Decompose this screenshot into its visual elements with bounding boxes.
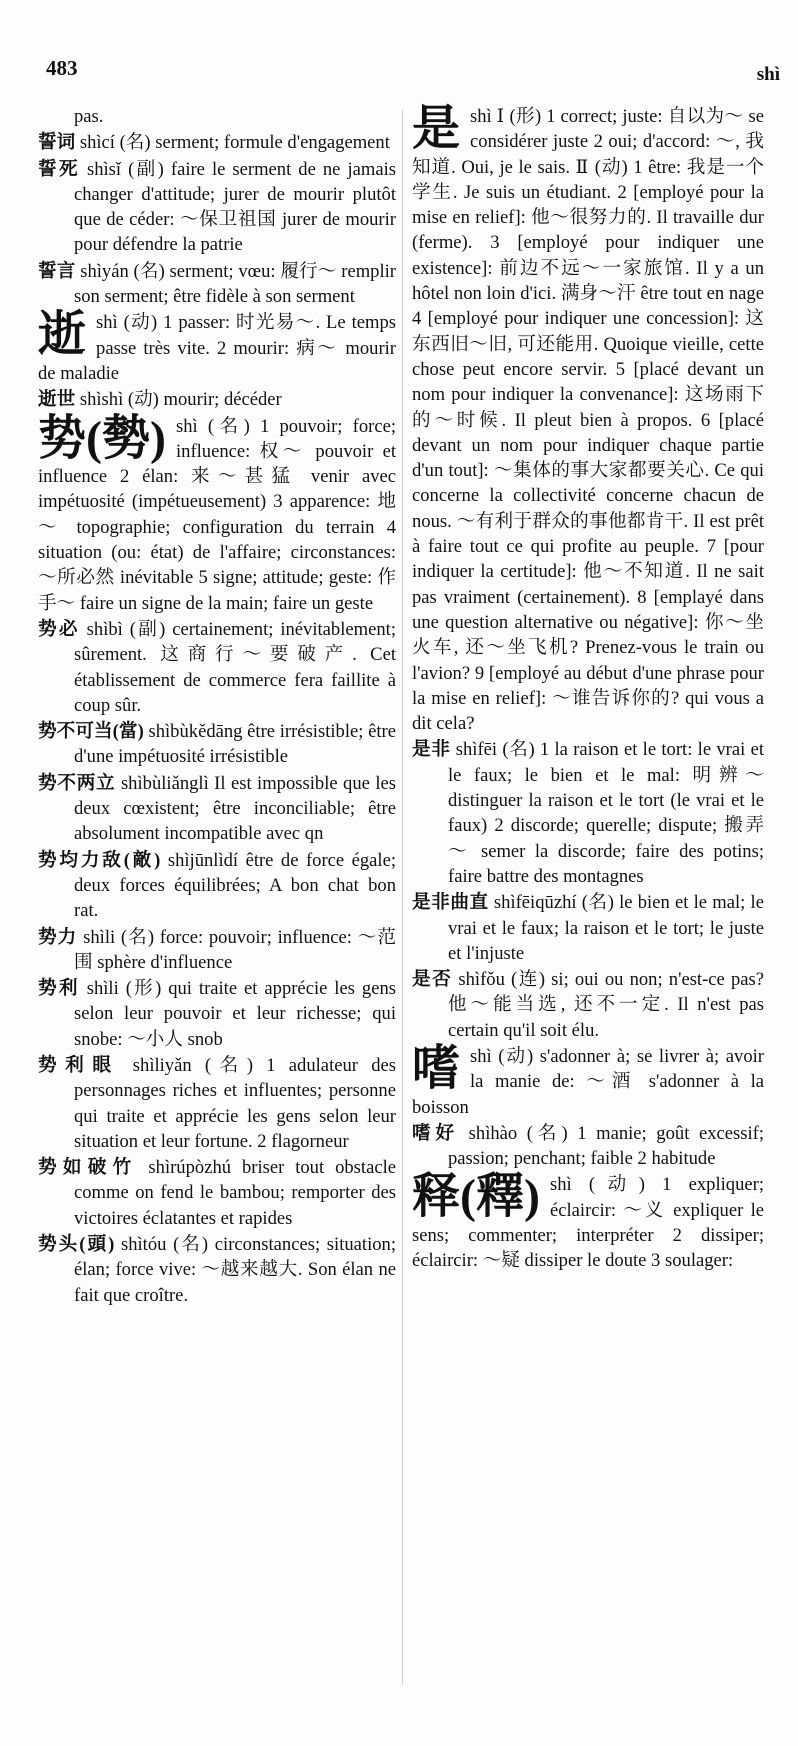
dictionary-entry: [38, 976, 396, 1052]
entry-definition: shì Ⅰ (形) 1 correct; juste: 自以为～ se considérer juste 2 oui; d'accord: ～, 我知道. Oui, je le sais. Ⅱ (动) 1 être: 我是一个学生. Je suis un étudiant. 2 [employé pour la mise en relief]: 他～很努力的. Il travaille dur (ferme). 3 [employé pour indiquer une existence]: 前边不远～一家旅馆. Il y a un hôtel non loin d'ici. 满身～汗 être tout en nage 4 [employé pour indiquer une concession]: 这东西旧～旧, 可还能用. Quoique vieille, cette chose peut encore servir. 5 [placé devant un nom pour indiquer la convenance]: 这场雨下的～时候. Il pleut bien à propos. 6 [placé devant un nom pour indiquer chaque partie d'un tout]: ～集体的事大家都要关心. Ce qui concerne la collectivité concerne chacun de nous. ～有利于群众的事他都肯干. Il est prêt à faire tout ce qui profite au peuple. 7 [pour indiquer la certitude]: 他～不知道. Il ne sait pas vraiment (certainement). 8 [emplayé dans une question alternative ou négative]: 你～坐火车, 还～坐飞机? Prenez-vous le train ou l'avion? 9 [employé au début d'une phrase pour la mise en relief]: ～谁告诉你的? qui vous a dit cela?: [412, 106, 764, 735]
entry-definition: shìshì (动) mourir; décéder: [75, 389, 282, 411]
entry-headword: 势不两立: [38, 772, 116, 794]
dictionary-entry: [38, 1232, 396, 1308]
dictionary-entry: [38, 848, 396, 924]
dictionary-entry: [38, 104, 396, 129]
entry-definition: shì (动) s'adonner à; se livrer à; avoir la manie de: ～酒 s'adonner à la boisson: [412, 1045, 764, 1118]
entry-definition: shìfǒu (连) si; oui ou non; n'est-ce pas? 他～能当选, 还不一定. Il n'est pas certain qu'il soit élu.: [448, 969, 764, 1041]
dictionary-entry: [412, 890, 764, 966]
dictionary-entry: [412, 1172, 764, 1273]
entry-headword: 势利: [38, 978, 80, 1000]
page-number: 483: [46, 56, 78, 80]
entry-headword: 势如破竹: [38, 1157, 138, 1179]
dictionary-entry: [38, 411, 396, 616]
entry-headword: 誓词: [38, 132, 76, 154]
dictionary-entry: [38, 1155, 396, 1231]
entry-definition: shì (动) 1 passer: 时光易～. Le temps passe très vite. 2 mourir: 病～ mourir de maladie: [38, 312, 396, 384]
dictionary-entry: [412, 967, 764, 1043]
entry-definition: shìcí (名) serment; formule d'engagement: [75, 132, 390, 154]
dictionary-entry: [38, 259, 396, 310]
dictionary-entry: [38, 719, 396, 770]
entry-definition: shìyán (名) serment; vœu: 履行～ remplir son serment; être fidèle à son serment: [74, 260, 396, 308]
dictionary-entry: [38, 771, 396, 847]
column-divider: [402, 110, 403, 1685]
entry-definition: shìhào (名) 1 manie; goût excessif; passion; penchant; faible 2 habitude: [448, 1122, 764, 1170]
entry-definition: shìliyǎn (名) 1 adulateur des personnages riches et influentes; personne qui traite et apprécie les gens selon leur situation et leur fortune. 2 flagorneur: [74, 1054, 396, 1152]
right-column: [412, 104, 764, 1275]
entry-definition: pas.: [74, 106, 104, 127]
entry-headword: 势均力敌(敵): [38, 849, 161, 871]
entry-definition: shì (名) 1 pouvoir; force; influence: 权～ pouvoir et influence 2 élan: 来～甚猛 venir avec impétuosité (impétueusement) 3 apparence: 地～ topographie; configuration du terrain 4 situation (ou: état) de l'affaire; circonstances: ～所必然 inévitable 5 signe; attitude; geste: 作手～ faire un signe de la main; faire un geste: [38, 415, 396, 614]
entry-definition: shìjūnlìdí être de force égale; deux forces équilibrées; A bon chat bon rat.: [74, 849, 397, 922]
entry-headword: 势(勢): [38, 411, 166, 465]
entry-headword: 逝世: [38, 389, 76, 411]
entry-definition: shìrúpòzhú briser tout obstacle comme on fend le bambou; remporter des victoires éclatantes et rapides: [74, 1157, 396, 1229]
entry-headword: 是: [412, 102, 461, 155]
dictionary-entry: [38, 130, 396, 155]
entry-definition: shì (动) 1 expliquer; éclaircir: ～义 expliquer le sens; commenter; interpréter 2 dissiper; éclaircir: ～疑 dissiper le doute 3 soulager:: [412, 1174, 764, 1272]
dictionary-entry: [412, 104, 764, 736]
entry-headword: 是否: [412, 969, 453, 991]
entry-definition: shìfēiqūzhí (名) le bien et le mal; le vrai et le faux; la raison et le tort; le juste et l'injuste: [448, 892, 764, 964]
entry-definition: shìtóu (名) circonstances; situation; élan; force vive: ～越来越大. Son élan ne fait que croître.: [74, 1234, 396, 1306]
entry-headword: 誓死: [38, 158, 80, 180]
entry-headword: 誓言: [38, 260, 76, 282]
entry-headword: 势头(頭): [38, 1234, 115, 1256]
entry-headword: 嗜: [412, 1041, 461, 1095]
left-column: [38, 104, 396, 1309]
entry-headword: 势利眼: [38, 1054, 120, 1076]
entry-definition: shìfēi (名) 1 la raison et le tort: le vrai et le faux; le bien et le mal: 明辨～ distinguer la raison et le tort (le vrai et le faux) 2 discorde; querelle; dispute; 搬弄～ semer la discorde; faire des potins; faire battre des montagnes: [448, 739, 764, 887]
entry-headword: 势力: [38, 926, 78, 948]
entry-headword: 嗜好: [412, 1122, 460, 1144]
entry-headword: 是非: [412, 739, 451, 761]
entry-headword: 势不可当(當): [38, 721, 144, 743]
dictionary-entry: [38, 310, 396, 386]
dictionary-entry: [412, 1121, 764, 1172]
entry-headword: 势必: [38, 618, 80, 640]
dictionary-entry: [38, 617, 396, 718]
entry-definition: shìli (形) qui traite et apprécie les gens selon leur pouvoir et leur richesse; qui snobe: ～小人 snob: [74, 978, 396, 1050]
entry-definition: shìli (名) force: pouvoir; influence: ～范围 sphère d'influence: [74, 926, 396, 973]
dictionary-entry: [412, 737, 764, 889]
entry-definition: shìbì (副) certainement; inévitablement; sûrement. 这商行～要破产. Cet établissement de commerce fera faillite à coup sûr.: [74, 618, 396, 716]
dictionary-entry: [38, 157, 396, 258]
entry-headword: 逝: [38, 308, 87, 362]
entry-headword: 是非曲直: [412, 892, 489, 914]
entry-definition: shìsǐ (副) faire le serment de ne jamais changer d'attitude; jurer de mourir plutôt que de céder: ～保卫祖国 jurer de mourir pour défendre la patrie: [74, 158, 396, 256]
dictionary-entry: [412, 1041, 764, 1120]
entry-headword: 释(釋): [412, 1170, 540, 1224]
dictionary-entry: [38, 925, 396, 976]
entry-definition: shìbùliǎnglì Il est impossible que les deux cœxistent; être inconciliable; être absolument incompatible avec qn: [74, 772, 396, 845]
dictionary-entry: [38, 1053, 396, 1154]
guide-word: shì: [756, 64, 780, 85]
dictionary-entry: [38, 387, 396, 412]
entry-definition: shìbùkědāng être irrésistible; être d'une impétuosité irrésistible: [74, 721, 396, 768]
